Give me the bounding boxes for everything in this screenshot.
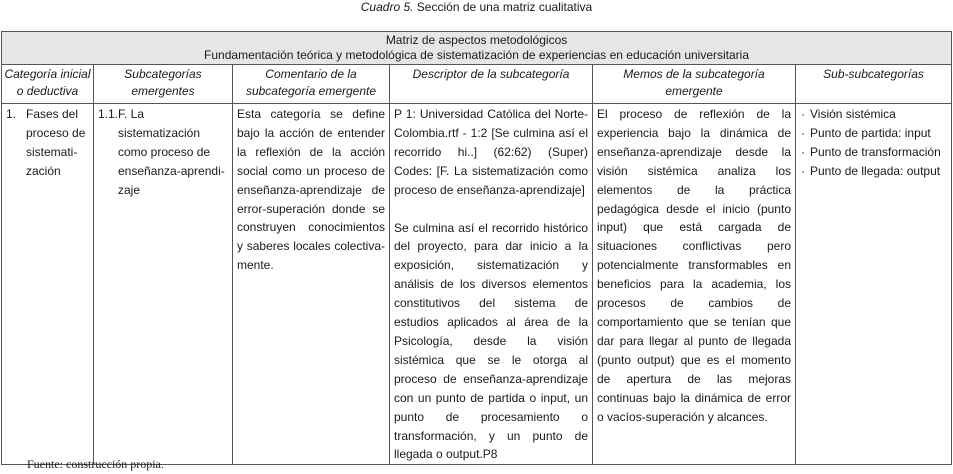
category-number: 1. <box>6 107 17 121</box>
column-header-row <box>2 65 952 104</box>
descriptor-paragraph: Se culmina así el recorrido histórico del proyecto, para dar inicio a la exposición, sistematización y análisis de los diversos elementos constitutivos del sistema de estudios aplicados al área de la Psicología, desde la visión sistémica que se le otorga al proceso de enseñanza-aprendizaje con un punto de partida o input, un punto de procesamiento o transformación, y un punto de llegada o output.P8 <box>394 220 588 462</box>
caption-text: Sección de una matriz cualitativa <box>413 0 593 14</box>
column-header: Comentario de la subcategoría emergente <box>233 65 390 104</box>
table-title <box>2 32 952 65</box>
subcategory-text: F. La sistematización como proceso de enseñanza-aprendi-zaje <box>118 107 225 197</box>
subcategory-number: 1.1. <box>98 107 119 121</box>
list-item: · Punto de partida: input <box>800 124 947 143</box>
column-header: Subcategorías emergentes <box>94 65 233 104</box>
column-header: Sub-subcategorías <box>796 65 952 104</box>
list-item: · Punto de llegada: output <box>800 162 947 181</box>
column-header: Descriptor de la subcategoría <box>390 65 593 104</box>
descriptor-reference: P 1: Universidad Católica del Norte-Colombia.rtf - 1:2 [Se culmina así el recorrido hi..] (62:62) (Super) Codes: [F. La sistematización como proceso de enseñanza-aprendizaje] <box>394 107 588 197</box>
category-text: Fases del proceso de sistemati-zación <box>26 107 86 178</box>
table-title-row <box>2 32 952 65</box>
qualitative-matrix-table <box>1 31 952 465</box>
column-header: Categoría inicial o deductiva <box>2 65 94 104</box>
source-note: Fuente: construcción propia. <box>27 457 164 471</box>
table-row <box>2 104 952 465</box>
memo-text: El proceso de reflexión de la experiencia bajo la dinámica de enseñanza-aprendizaje desde la visión sistémica analiza los elementos de la práctica pedagógica desde el inicio (punto input) que está cargada de situaciones conflictivas pero potencialmente transformables en beneficios para la academia, los procesos de cambios de comportamiento que se tenían que dar para llegar al punto de llegada (punto output) que es el momento de apertura de las mejoras continuas bajo la dinámica de error o vacíos-superación y alcances. <box>597 107 791 424</box>
category-cell <box>2 104 94 465</box>
descriptor-cell <box>390 104 593 465</box>
table-caption <box>0 0 953 14</box>
subcategory-cell <box>94 104 233 465</box>
caption-label: Cuadro 5. <box>360 0 414 14</box>
comment-cell <box>233 104 390 465</box>
subsubcategory-list <box>800 105 947 181</box>
table-title-line1: Matriz de aspectos metodológicos <box>385 33 568 47</box>
subsubcategory-cell <box>796 104 952 465</box>
memo-cell <box>593 104 796 465</box>
table-title-line2: Fundamentación teórica y metodológica de sistematización de experiencias en educación universitaria <box>204 48 750 62</box>
list-item: · Visión sistémica <box>800 105 947 124</box>
list-item: · Punto de transformación <box>800 143 947 162</box>
column-header: Memos de la subcategoría emergente <box>593 65 796 104</box>
comment-text: Esta categoría se define bajo la acción de entender la reflexión de la acción social como un proceso de enseñanza-aprendizaje de error-superación donde se construyen conocimientos y saberes locales colectiva-mente. <box>237 107 385 273</box>
